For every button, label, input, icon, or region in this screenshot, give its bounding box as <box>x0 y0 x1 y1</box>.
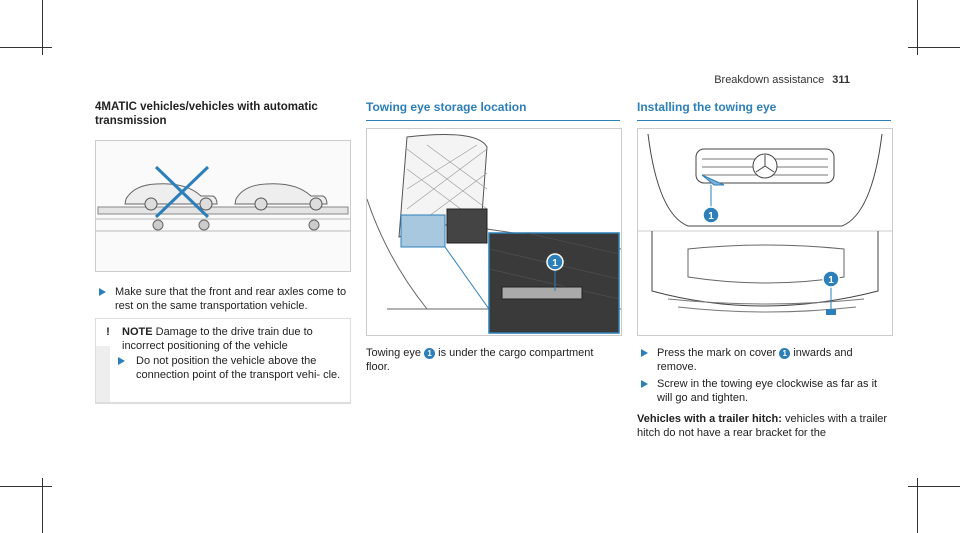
running-header <box>714 74 850 86</box>
middle-column <box>366 100 620 121</box>
step-press-cover <box>637 346 891 374</box>
trailer-hitch-paragraph <box>637 412 891 440</box>
svg-text:1: 1 <box>552 258 558 269</box>
cargo-svg <box>367 129 621 335</box>
step-text <box>657 346 891 374</box>
crop-mark <box>917 478 918 533</box>
crop-mark <box>908 486 960 487</box>
section-heading-storage: Towing eye storage location <box>366 100 620 121</box>
step-arrow-icon <box>641 380 648 388</box>
crop-mark <box>0 486 52 487</box>
step-axles <box>95 285 349 313</box>
crop-mark <box>42 478 43 533</box>
transport-vehicle-illustration <box>95 140 351 272</box>
note-step-box <box>95 346 351 403</box>
section-heading-4matic: 4MATIC vehicles/vehicles with automatic transmission <box>95 101 318 127</box>
step-arrow-icon <box>99 288 106 296</box>
step-text: Make sure that the front and rear axles come to rest on the same transportation vehicle. <box>115 286 347 312</box>
step1-part-a: Press the mark on cover <box>657 347 777 359</box>
svg-text:1: 1 <box>708 211 714 222</box>
svg-text:1: 1 <box>828 275 834 286</box>
header-title: Breakdown assistance <box>714 74 825 86</box>
crop-mark <box>0 47 52 48</box>
caption-part-a: Towing eye <box>366 347 422 359</box>
hitch-label: Vehicles with a trailer hitch: <box>637 413 782 425</box>
transport-svg <box>96 141 350 271</box>
warning-icon: ! <box>106 326 110 338</box>
bumper-illustration <box>637 128 893 336</box>
section-heading-installing: Installing the towing eye <box>637 100 891 121</box>
right-column <box>637 100 891 121</box>
bumper-svg <box>638 129 892 335</box>
callout-1-icon: 1 <box>779 348 790 359</box>
callout-1-icon: 1 <box>424 348 435 359</box>
left-column <box>95 100 349 128</box>
crop-mark <box>42 0 43 55</box>
step-screw-in <box>637 377 891 405</box>
note-label: NOTE <box>122 326 153 338</box>
step-text: Screw in the towing eye clockwise as far as it will go and tighten. <box>657 378 878 404</box>
note-step-text: Do not position the vehicle above the connection point of the transport vehi- cle. <box>136 355 341 381</box>
page-number: 311 <box>832 74 850 86</box>
step1-part-b: inwards and remove. <box>657 347 853 373</box>
note-step-bar <box>96 346 110 402</box>
crop-mark <box>908 47 960 48</box>
storage-caption <box>366 346 620 374</box>
caption-part-b: is under the cargo compartment floor. <box>366 347 594 373</box>
step-arrow-icon <box>641 349 648 357</box>
note-text: Damage to the drive train due to incorrect positioning of the vehicle <box>122 326 313 352</box>
crop-mark <box>917 0 918 55</box>
cargo-floor-illustration <box>366 128 622 336</box>
step-arrow-icon <box>118 357 125 365</box>
hitch-text: vehicles with a trailer hitch do not have a rear bracket for the <box>637 413 888 439</box>
